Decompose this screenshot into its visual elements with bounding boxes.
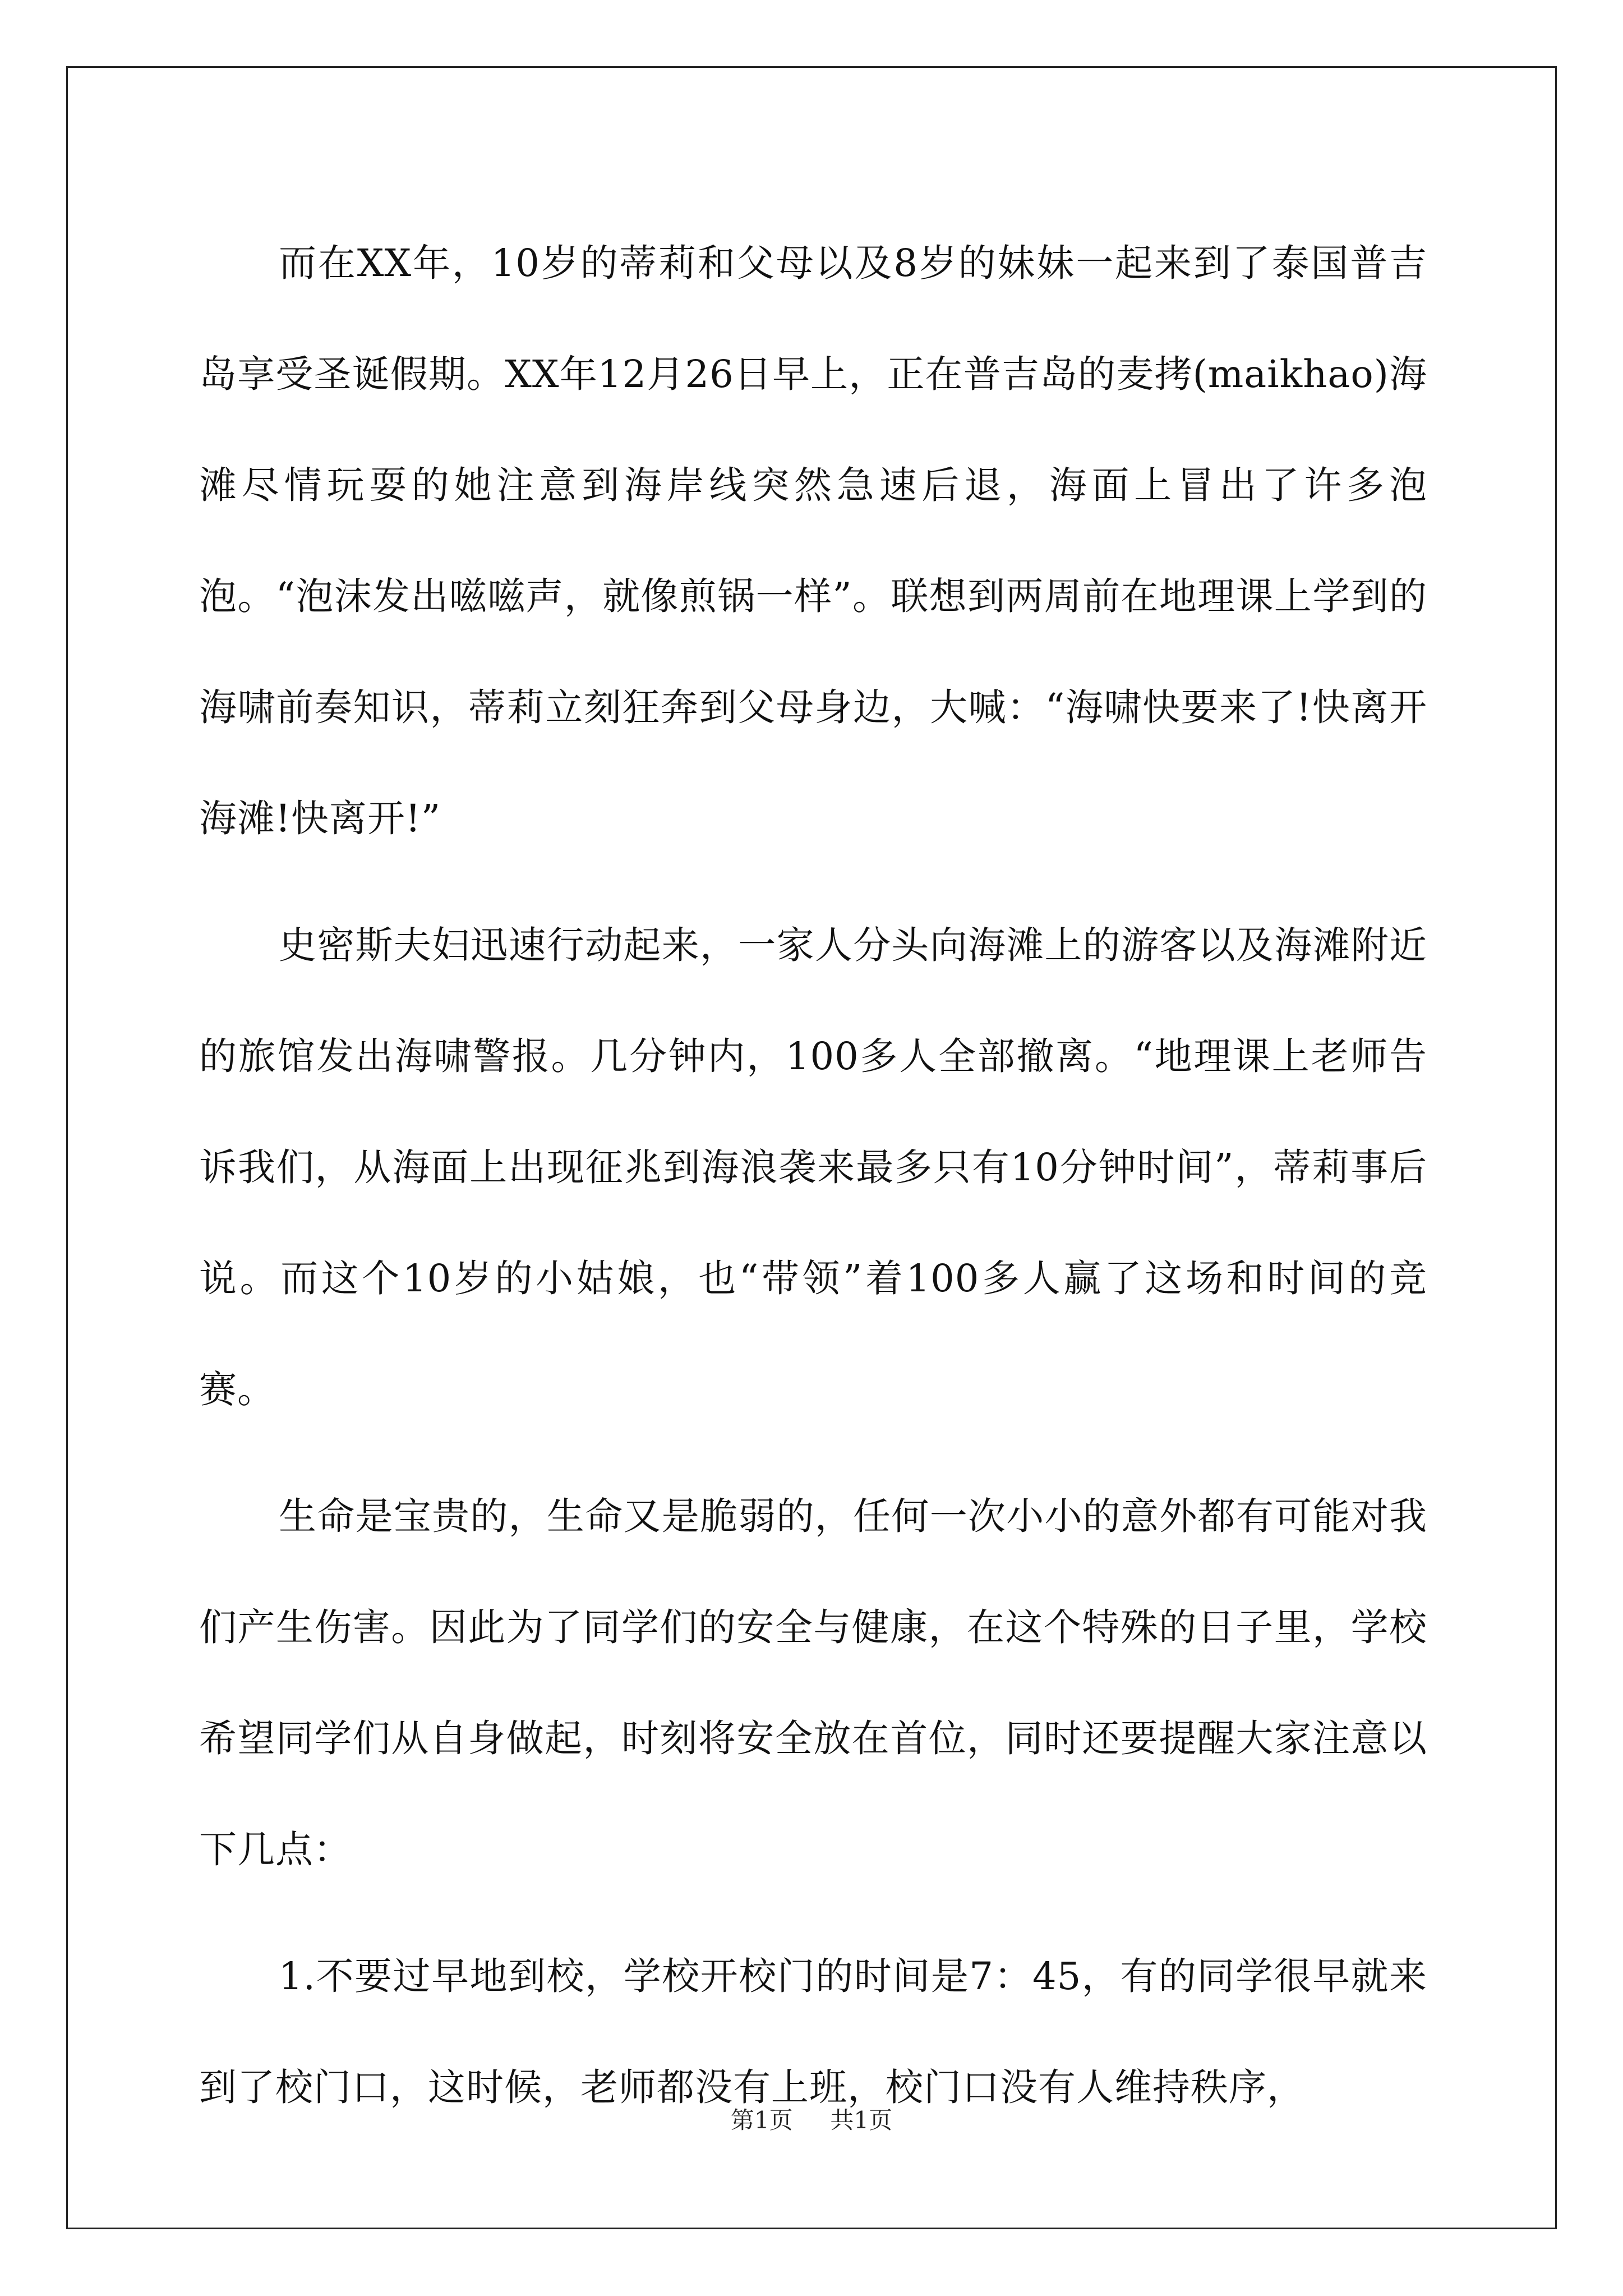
paragraph-1: 而在XX年，10岁的蒂莉和父母以及8岁的妹妹一起来到了泰国普吉岛享受圣诞假期。XX年12月26日早上，正在普吉岛的麦拷(maikhao)海滩尽情玩耍的她注意到海岸线突然急速后退，海面上冒出了许多泡泡。“泡沫发出嗞嗞声，就像煎锅一样”。联想到两周前在地理课上学到的海啸前奏知识，蒂莉立刻狂奔到父母身边，大喊：“海啸快要来了!快离开海滩!快离开!” (199, 241, 1427, 840)
page-number: 第1页 (730, 2106, 793, 2134)
document-body (199, 208, 1427, 2159)
page-total: 共1页 (830, 2106, 893, 2134)
paragraph-3: 生命是宝贵的，生命又是脆弱的，任何一次小小的意外都有可能对我们产生伤害。因此为了同学们的安全与健康，在这个特殊的日子里，学校希望同学们从自身做起，时刻将安全放在首位，同时还要提醒大家注意以下几点： (199, 1494, 1427, 1871)
paragraph-2: 史密斯夫妇迅速行动起来，一家人分头向海滩上的游客以及海滩附近的旅馆发出海啸警报。几分钟内，100多人全部撤离。“地理课上老师告诉我们，从海面上出现征兆到海浪袭来最多只有10分钟时间”，蒂莉事后说。而这个10岁的小姑娘，也“带领”着100多人赢了这场和时间的竞赛。 (199, 923, 1427, 1411)
paragraph-4: 1.不要过早地到校，学校开校门的时间是7：45，有的同学很早就来到了校门口，这时候，老师都没有上班，校门口没有人维持秩序， (199, 1954, 1427, 2109)
page-footer (0, 2104, 1623, 2137)
